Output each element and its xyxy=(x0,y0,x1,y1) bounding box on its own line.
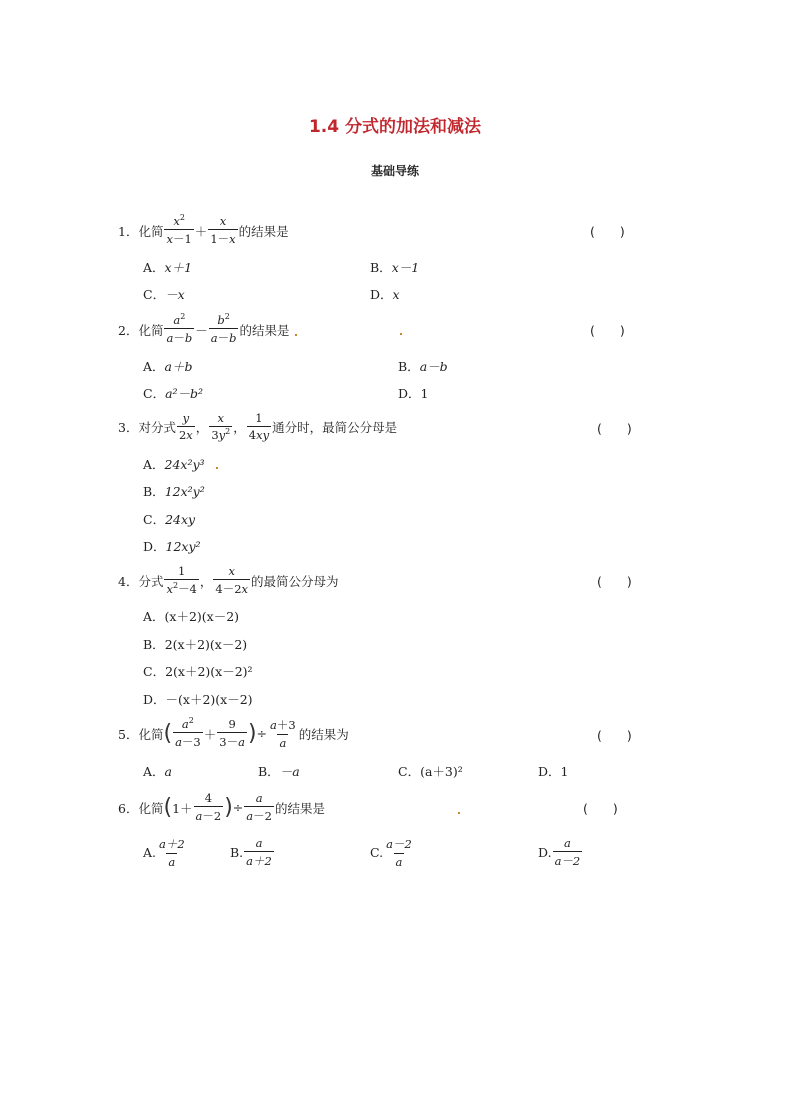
answer-blank: ( ) xyxy=(590,224,625,239)
answer-blank: ( ) xyxy=(597,574,632,589)
question-prefix: 化简 xyxy=(138,223,164,239)
question-6-stem: 6． 化简 ( 1＋ $\frac{4}{a-2}$ ) ÷ $\frac{a}{a-2}$ 的结果是 xyxy=(118,791,325,823)
option-d: D．1 xyxy=(538,764,569,779)
question-prefix: 化简 xyxy=(138,800,164,816)
option-b: B. $\frac{a}{a+2}$ xyxy=(230,836,272,868)
question-suffix: 通分时，最简公分母是 xyxy=(272,419,398,435)
option-a: A．a xyxy=(143,764,172,779)
option-d: D．1 xyxy=(398,386,429,401)
question-4-stem: 4． 分式 $\frac{1}{x^2-4}$ ， $\frac{x}{4-2x}$ 的最简公分母为 xyxy=(118,564,339,596)
question-5-stem: 5． 化简 ( $\frac{a^2}{a-3}$ ＋ $\frac{9}{3-a}$ ) ÷ $\frac{a+3}{a}$ 的结果为 xyxy=(118,716,349,750)
section-subtitle: 基础导练 xyxy=(370,164,419,178)
stray-dot xyxy=(458,812,460,814)
option-c: C．24xy xyxy=(143,512,196,527)
fraction: $\frac{a}{a-2}$ xyxy=(246,791,272,823)
question-number: 1． xyxy=(118,223,139,239)
option-a: A．24x²y³ xyxy=(143,457,205,472)
question-suffix: 的结果为 xyxy=(298,726,349,742)
question-1-stem: 1． 化简 $\frac{x^2}{x-1}$ ＋ $\frac{x}{1-x}$ 的结果是 xyxy=(118,213,289,246)
option-b: B．2(x＋2)(x－2) xyxy=(143,637,248,652)
option-a: A. $\frac{a+2}{a}$ xyxy=(143,837,185,869)
answer-blank: ( ) xyxy=(590,323,625,338)
right-paren: ) xyxy=(224,794,233,820)
answer-blank: ( ) xyxy=(597,421,632,436)
fraction: $\frac{9}{3-a}$ xyxy=(219,717,245,749)
question-suffix: 的结果是 xyxy=(238,223,289,239)
left-paren: ( xyxy=(163,720,173,746)
option-b: B．x－1 xyxy=(370,260,420,275)
question-suffix: 的最简公分母为 xyxy=(251,573,339,589)
fraction: $\frac{a+3}{a}$ xyxy=(270,718,296,750)
option-d: D. $\frac{a}{a-2}$ xyxy=(538,836,581,868)
answer-blank: ( ) xyxy=(583,801,618,816)
question-suffix: 的结果是 xyxy=(274,800,325,816)
question-suffix: 的结果是 xyxy=(239,322,290,338)
fraction: $\frac{y}{2x}$ xyxy=(178,411,193,442)
stray-dot xyxy=(295,334,297,336)
question-3-stem: 3． 对分式 $\frac{y}{2x}$ ， $\frac{x}{3y^2}$ ， $\frac{1}{4xy}$ 通分时，最简公分母是 xyxy=(118,411,398,442)
fraction: $\frac{a-2}{a}$ xyxy=(386,837,412,869)
fraction: $\frac{b^2}{a-b}$ xyxy=(210,312,237,345)
right-paren: ) xyxy=(247,720,257,746)
fraction: $\frac{a^2}{a-b}$ xyxy=(166,312,193,345)
option-c: C．(a＋3)² xyxy=(398,764,463,779)
answer-blank: ( ) xyxy=(597,728,632,743)
left-paren: ( xyxy=(163,794,173,820)
fraction: $\frac{a+2}{a}$ xyxy=(159,837,185,869)
fraction: $\frac{4}{a-2}$ xyxy=(195,791,222,823)
option-a: A．x＋1 xyxy=(143,260,193,275)
option-b: B．12x²y² xyxy=(143,484,205,499)
question-number: 6． xyxy=(118,800,139,816)
question-prefix: 对分式 xyxy=(138,419,176,435)
option-d: D．－(x＋2)(x－2) xyxy=(143,692,253,707)
fraction: $\frac{a}{a-2}$ xyxy=(554,836,581,868)
stray-dot xyxy=(216,467,218,469)
fraction: $\frac{1}{4xy}$ xyxy=(248,411,270,442)
question-prefix: 化简 xyxy=(138,322,164,338)
option-d: D．12xy² xyxy=(143,539,201,554)
question-number: 5． xyxy=(118,726,139,742)
question-number: 3． xyxy=(118,419,139,435)
option-a: A．a＋b xyxy=(143,359,193,374)
fraction: $\frac{x}{1-x}$ xyxy=(210,214,236,246)
fraction: $\frac{x^2}{x-1}$ xyxy=(166,213,192,246)
question-prefix: 分式 xyxy=(138,573,164,589)
option-b: B．－a xyxy=(258,764,300,779)
question-number: 4． xyxy=(118,573,139,589)
fraction: $\frac{x}{4-2x}$ xyxy=(215,564,249,596)
option-a: A．(x＋2)(x－2) xyxy=(143,609,240,624)
question-prefix: 化简 xyxy=(138,726,164,742)
fraction: $\frac{a}{a+2}$ xyxy=(246,836,272,868)
option-c: C．2(x＋2)(x－2)² xyxy=(143,664,253,679)
fraction: $\frac{1}{x^2-4}$ xyxy=(166,564,197,596)
fraction: $\frac{x}{3y^2}$ xyxy=(211,411,231,442)
option-c: C. $\frac{a-2}{a}$ xyxy=(370,837,412,869)
question-number: 2． xyxy=(118,322,139,338)
question-2-stem: 2． 化简 $\frac{a^2}{a-b}$ － $\frac{b^2}{a-b}$ 的结果是 xyxy=(118,312,290,345)
option-c: C．a²－b² xyxy=(143,386,204,401)
fraction: $\frac{a^2}{a-3}$ xyxy=(175,716,201,749)
option-b: B．a－b xyxy=(398,359,448,374)
option-d: D．x xyxy=(370,287,400,302)
stray-dot xyxy=(400,333,402,335)
page-title: 1.4 分式的加法和减法 xyxy=(308,117,482,137)
option-c: C．－x xyxy=(143,287,185,302)
